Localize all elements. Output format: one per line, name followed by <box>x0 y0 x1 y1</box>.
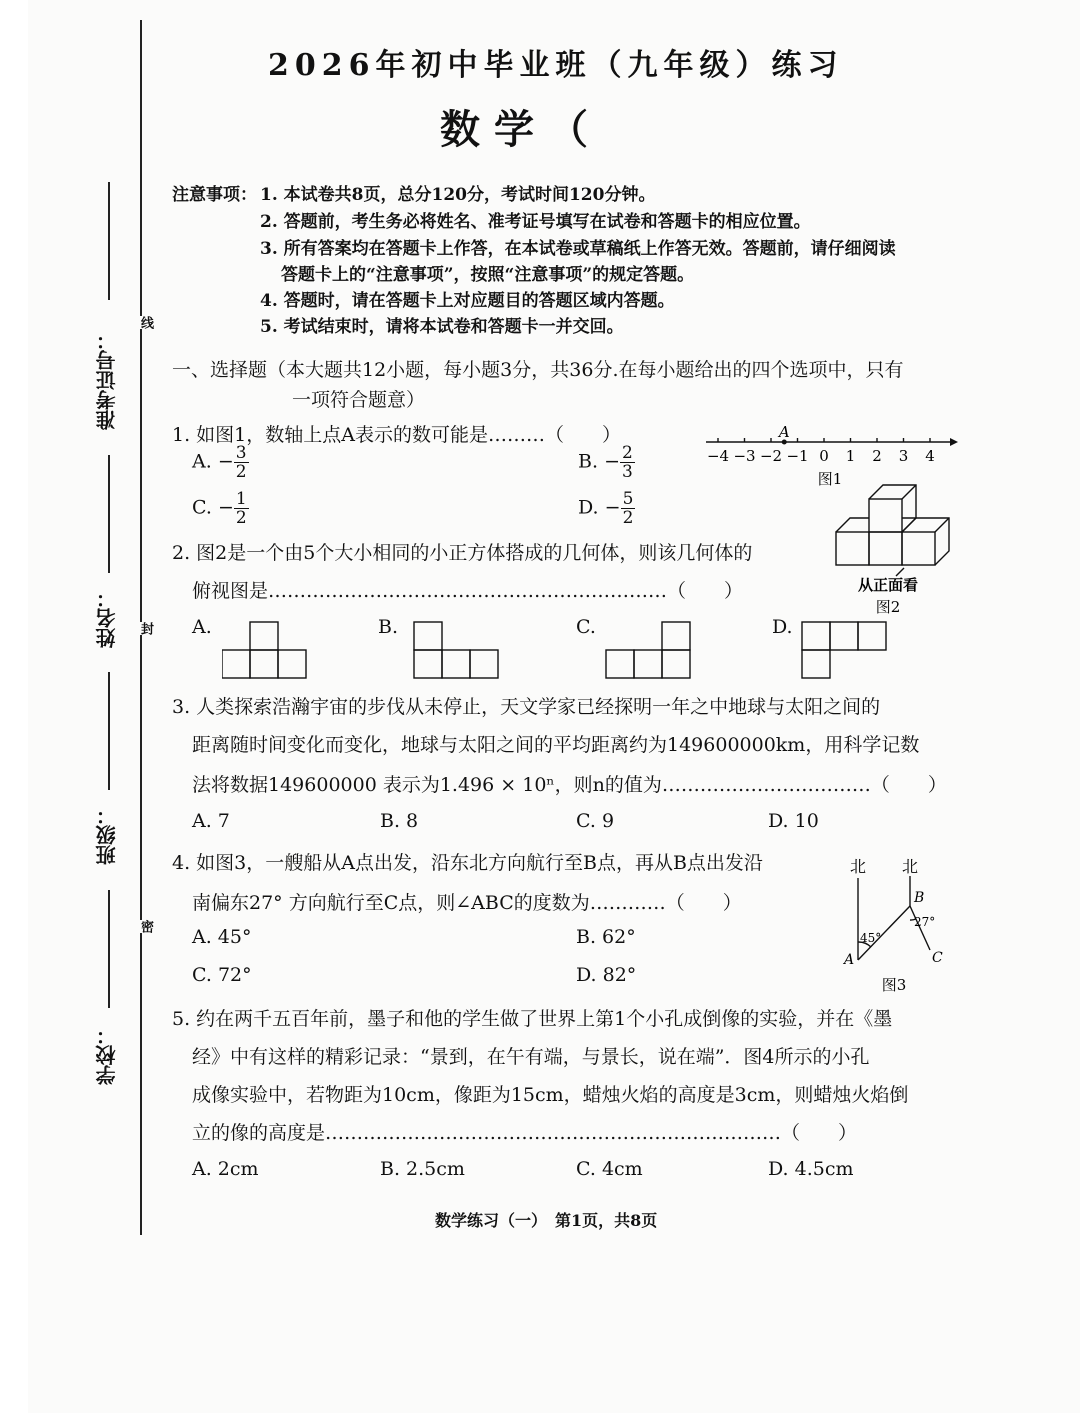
q3-option-b[interactable]: B. 8 <box>380 810 419 832</box>
number-line-arrow <box>950 438 958 446</box>
q2-option-c-figure[interactable] <box>604 620 694 682</box>
number-line-tick-label: −1 <box>786 447 809 465</box>
q2-option-c-label[interactable]: C. <box>576 616 596 638</box>
q5-stem-line4: 立的像的高度是………………………………………………………………（ ） <box>192 1122 858 1144</box>
q5-option-d[interactable]: D. 4.5cm <box>768 1158 854 1180</box>
subject-title: 数学（ <box>440 106 602 153</box>
q4-option-d[interactable]: D. 82° <box>576 964 637 986</box>
notice-label: 注意事项： <box>172 185 257 205</box>
q1-option-d[interactable]: D. − $\frac{5}{2}$ <box>578 489 634 528</box>
q2-option-a-label[interactable]: A. <box>192 616 212 638</box>
number-line-tick-label: 4 <box>925 447 935 465</box>
q1-option-c[interactable]: C. − $\frac{1}{2}$ <box>192 489 247 528</box>
number-line-tick-label: 0 <box>819 447 829 465</box>
figure3-caption: 图3 <box>881 976 907 994</box>
school-blank[interactable] <box>108 890 110 1008</box>
exam-number-blank[interactable] <box>108 182 110 300</box>
bearing-figure <box>836 850 956 998</box>
school-label: 学校： <box>95 1025 119 1085</box>
seal-mark-feng: 封 <box>138 622 153 635</box>
figure1-caption: 图1 <box>817 470 843 488</box>
q3-option-a[interactable]: A. 7 <box>192 810 230 832</box>
point-b-label: B <box>914 890 925 906</box>
q1-option-a[interactable]: A. − $\frac{3}{2}$ <box>192 443 247 482</box>
north-label-2: 北 <box>902 857 919 876</box>
q4-option-a[interactable]: A. 45° <box>192 926 252 948</box>
notice-item-4: 4. 答题时，请在答题卡上对应题目的答题区域内答题。 <box>260 291 675 311</box>
class-label: 班级： <box>95 805 119 865</box>
number-line-tick-label: −4 <box>706 447 730 465</box>
q3-option-d[interactable]: D. 10 <box>768 810 819 832</box>
q1-stem: 1. 如图1，数轴上点A表示的数可能是………（ ） <box>172 424 621 446</box>
figure2-caption: 图2 <box>875 598 901 616</box>
seal-mark-mi: 密 <box>138 920 153 933</box>
point-c-label: C <box>932 950 943 966</box>
q4-stem-line2: 南偏东27° 方向航行至C点，则∠ABC的度数为…………（ ） <box>192 892 742 914</box>
q3-stem-line2: 距离随时间变化而变化，地球与太阳之间的平均距离约为149600000km，用科学记数 <box>192 734 920 756</box>
q4-stem-line1: 4. 如图3，一艘船从A点出发，沿东北方向航行至B点，再从B点出发沿 <box>172 852 763 874</box>
q5-option-a[interactable]: A. 2cm <box>192 1158 259 1180</box>
notice-item-2: 2. 答题前，考生务必将姓名、准考证号填写在试卷和答题卡的相应位置。 <box>260 212 811 232</box>
angle-45-label: 45° <box>860 931 882 945</box>
notice-item-3: 3. 所有答案均在答题卡上作答，在本试卷或草稿纸上作答无效。答题前，请仔细阅读 <box>260 239 896 259</box>
notice-item-3-cont: 答题卡上的“注意事项”，按照“注意事项”的规定答题。 <box>281 265 695 285</box>
point-a-label: A <box>778 423 790 441</box>
exam-title: 2026年初中毕业班（九年级）练习 <box>268 48 844 83</box>
cube-figure <box>828 480 958 618</box>
q2-option-b-label[interactable]: B. <box>378 616 399 638</box>
number-line-tick-label: 1 <box>845 447 856 465</box>
q3-stem-line3: 法将数据149600000 表示为1.496 × 10ⁿ，则n的值为……………………………（ ） <box>192 774 947 796</box>
notice-item-5: 5. 考试结束时，请将本试卷和答题卡一并交回。 <box>260 317 624 337</box>
q5-stem-line2: 经》中有这样的精彩记录：“景到，在午有端，与景长，说在端”．图4所示的小孔 <box>192 1046 870 1068</box>
notice-item-1: 1. 本试卷共8页，总分120分，考试时间120分钟。 <box>260 185 656 205</box>
number-line-tick-label: 3 <box>898 447 909 465</box>
name-label: 姓名： <box>95 588 119 648</box>
section-heading-cont: 一项符合题意） <box>292 389 426 411</box>
angle-27-label: 27° <box>914 915 936 929</box>
q3-stem-line1: 3. 人类探索浩瀚宇宙的步伐从未停止，天文学家已经探明一年之中地球与太阳之间的 <box>172 696 881 718</box>
page-footer: 数学练习（一） 第1页，共8页 <box>435 1211 658 1230</box>
q4-option-b[interactable]: B. 62° <box>576 926 636 948</box>
q5-option-c[interactable]: C. 4cm <box>576 1158 643 1180</box>
exam-number-label: 准考证号： <box>95 330 119 430</box>
q2-option-b-figure[interactable] <box>412 620 502 682</box>
point-a-label-fig3: A <box>844 952 855 968</box>
number-line-tick-label: −3 <box>733 447 756 465</box>
q2-option-d-label[interactable]: D. <box>772 616 793 638</box>
q2-option-d-figure[interactable] <box>800 620 890 682</box>
q4-option-c[interactable]: C. 72° <box>192 964 252 986</box>
seal-mark-xian: 线 <box>138 316 153 329</box>
number-line-tick-label: 2 <box>872 447 882 465</box>
north-label-1: 北 <box>850 857 867 876</box>
q3-option-c[interactable]: C. 9 <box>576 810 615 832</box>
q5-stem-line3: 成像实验中，若物距为10cm，像距为15cm，蜡烛火焰的高度是3cm，则蜡烛火焰倒 <box>192 1084 909 1106</box>
name-blank[interactable] <box>108 455 110 573</box>
q2-stem-line2: 俯视图是………………………………………………………（ ） <box>192 580 744 602</box>
q5-option-b[interactable]: B. 2.5cm <box>380 1158 465 1180</box>
class-blank[interactable] <box>108 672 110 790</box>
front-view-label: 从正面看 <box>857 576 919 594</box>
q2-stem-line1: 2. 图2是一个由5个大小相同的小正方体搭成的几何体，则该几何体的 <box>172 542 753 564</box>
section-heading: 一、选择题（本大题共12小题，每小题3分，共36分.在每小题给出的四个选项中，只有 <box>172 359 904 381</box>
q5-stem-line1: 5. 约在两千五百年前，墨子和他的学生做了世界上第1个小孔成倒像的实验，并在《墨 <box>172 1008 893 1030</box>
q2-option-a-figure[interactable] <box>222 620 308 682</box>
number-line-tick-label: −2 <box>759 447 783 465</box>
q1-option-b[interactable]: B. − $\frac{2}{3}$ <box>578 443 633 482</box>
